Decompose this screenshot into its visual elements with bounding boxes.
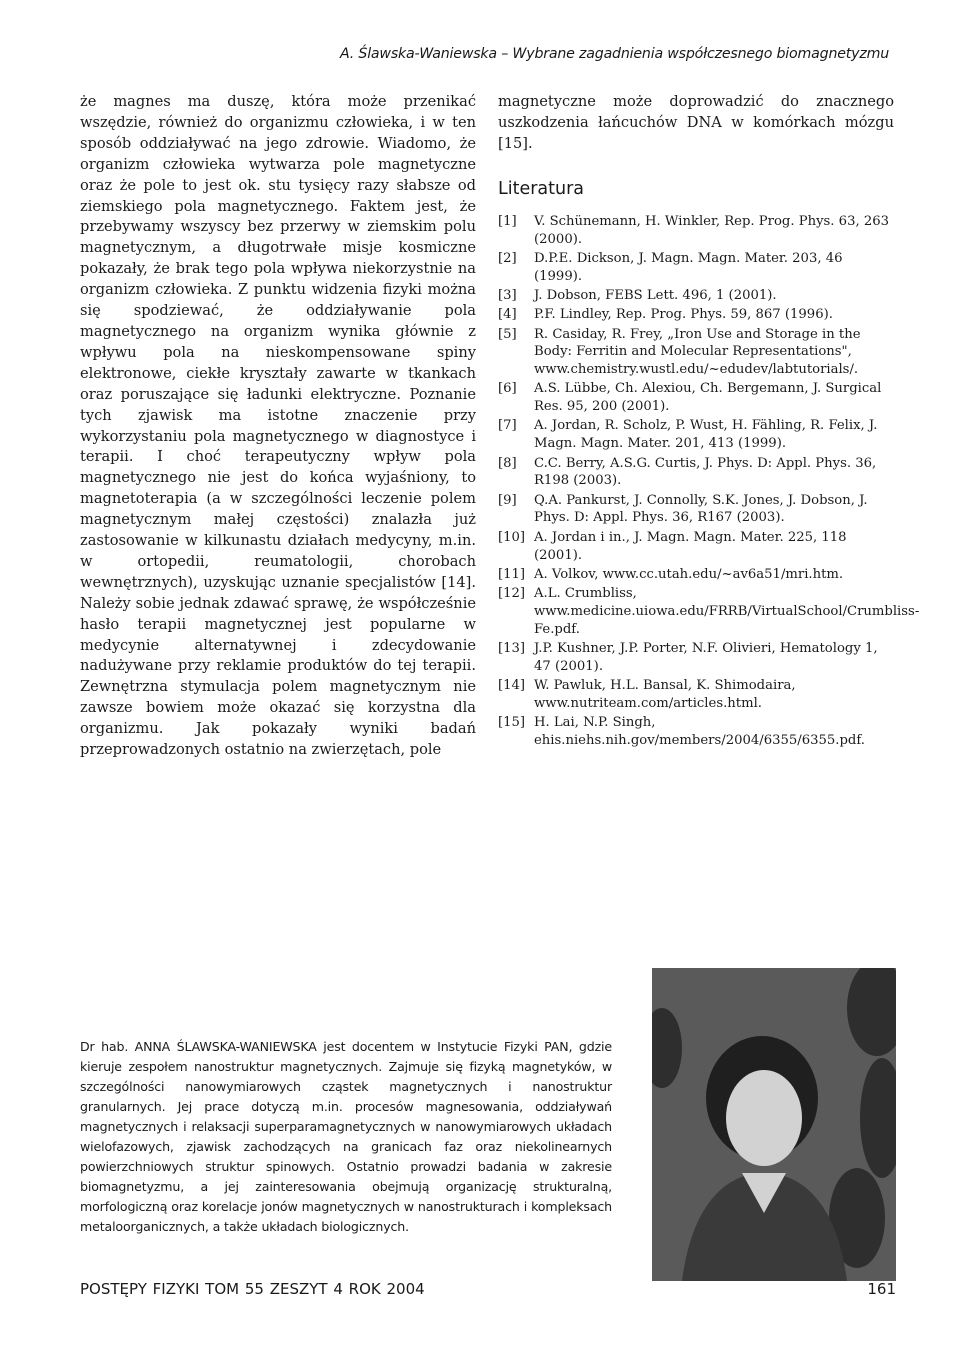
reference-item xyxy=(498,529,894,565)
body-column-left xyxy=(80,92,476,761)
author-portrait xyxy=(652,968,896,1281)
page-number: 161 xyxy=(867,1280,896,1298)
reference-number: [9] xyxy=(498,492,517,508)
reference-text: C.C. Berry, A.S.G. Curtis, J. Phys. D: Appl. Phys. 36, R198 (2003). xyxy=(534,455,877,489)
reference-text: A. Volkov, www.cc.utah.edu/~av6a51/mri.htm. xyxy=(534,566,844,582)
reference-number: [6] xyxy=(498,381,517,397)
reference-number: [8] xyxy=(498,455,517,471)
body-column-right xyxy=(498,92,920,751)
reference-number: [7] xyxy=(498,418,517,434)
reference-text: J. Dobson, FEBS Lett. 496, 1 (2001). xyxy=(534,287,777,303)
journal-info: POSTĘPY FIZYKI TOM 55 ZESZYT 4 ROK 2004 xyxy=(80,1280,425,1298)
reference-number: [3] xyxy=(498,287,517,303)
reference-item xyxy=(498,566,894,584)
reference-item xyxy=(498,640,894,676)
reference-text: A. Jordan, R. Scholz, P. Wust, H. Fähling, R. Felix, J. Magn. Magn. Mater. 201, 413 (1999). xyxy=(534,418,878,452)
reference-text: W. Pawluk, H.L. Bansal, K. Shimodaira, www.nutriteam.com/articles.html. xyxy=(534,678,796,711)
reference-number: [5] xyxy=(498,326,517,342)
literature-heading: Literatura xyxy=(498,178,585,199)
reference-text: J.P. Kushner, J.P. Porter, N.F. Olivieri, Hematology 1, 47 (2001). xyxy=(534,641,878,674)
reference-text: A.L. Crumbliss, www.medicine.uiowa.edu/FRRB/VirtualSchool/Crumbliss-Fe.pdf. xyxy=(534,586,920,637)
reference-item xyxy=(498,677,894,713)
body-paragraph: że magnes ma duszę, która może przenikać wszędzie, również do organizmu człowieka, i w ten sposób oddziaływać na jego zdrowie. Wiadomo, że organizm człowieka wytwarza pole magnetyczne oraz że pole to jest ok. stu tysięcy razy słabsze od ziemskiego pola magnetycznego. Faktem jest, że przebywamy wszyscy bez przerwy w ziemskim polu magnetycznym, a długotrwałe misje kosmiczne pokazały, że brak tego pola wpływa niekorzystnie na organizm człowieka. Z punktu widzenia fizyki można się spodziewać, że oddziaływanie pola magnetycznego na organizm wynika głównie z wpływu pola na nieskompensowane spiny elektronowe, ciekłe kryształy zawarte w tkankach oraz poruszające się ładunki elektryczne. Poznanie tych zjawisk ma istotne znaczenie przy wykorzystaniu pola magnetycznego w diagnostyce i terapii. I choć terapeutyczny wpływ pola magnetycznego nie jest do końca wyjaśniony, to magnetoterapia (a w szczególności leczenie polem magnetycznym małej częstości) znalazła już zastosowanie w kilkunastu działach medycyny, m.in. w ortopedii, reumatologii, chorobach wewnętrznych), uzyskując uznanie specjalistów [14]. Należy sobie jednak zdawać sprawę, że współcześnie hasło terapii magnetycznej jest popularne w medycynie alternatywnej i zdecydowanie nadużywane przy reklamie produktów do tej terapii. Zewnętrzna stymulacja polem magnetycznym nie zawsze bowiem może okazać się korzystna dla organizmu. Jak pokazały wyniki badań przeprowadzonych ostatnio na zwierzętach, pole xyxy=(80,93,476,759)
reference-item xyxy=(498,287,894,305)
reference-item xyxy=(498,213,894,249)
reference-number: [11] xyxy=(498,566,526,582)
reference-list xyxy=(498,213,920,750)
reference-item xyxy=(498,250,894,286)
body-paragraph-continued: magnetyczne może doprowadzić do znacznego uszkodzenia łańcuchów DNA w komórkach mózgu [15]. xyxy=(498,93,894,152)
reference-text: Q.A. Pankurst, J. Connolly, S.K. Jones, J. Dobson, J. Phys. D: Appl. Phys. 36, R167 (2003). xyxy=(534,492,868,526)
reference-text: A.S. Lübbe, Ch. Alexiou, Ch. Bergemann, J. Surgical Res. 95, 200 (2001). xyxy=(534,381,882,415)
portrait-face xyxy=(726,1070,802,1166)
portrait-illustration xyxy=(652,968,896,1281)
page-footer xyxy=(80,1280,896,1304)
reference-item xyxy=(498,380,894,416)
reference-item xyxy=(498,455,894,491)
reference-item xyxy=(498,714,894,750)
reference-number: [14] xyxy=(498,678,526,694)
reference-text: A. Jordan i in., J. Magn. Magn. Mater. 225, 118 (2001). xyxy=(534,529,847,563)
reference-item xyxy=(498,326,894,379)
reference-number: [1] xyxy=(498,213,517,229)
reference-number: [4] xyxy=(498,307,517,323)
reference-text: R. Casiday, R. Frey, „Iron Use and Storage in the Body: Ferritin and Molecular Representations", www.chemistry.wustl.edu/~edudev/labtutorials/. xyxy=(534,326,861,378)
running-head: A. Ślawska-Waniewska – Wybrane zagadnienia współczesnego biomagnetyzmu xyxy=(340,46,889,62)
reference-text: D.P.E. Dickson, J. Magn. Magn. Mater. 203, 46 (1999). xyxy=(534,250,843,284)
reference-number: [13] xyxy=(498,641,526,657)
reference-item xyxy=(498,417,894,453)
reference-number: [15] xyxy=(498,715,526,731)
reference-number: [12] xyxy=(498,586,526,602)
reference-item xyxy=(498,585,920,638)
author-bio: Dr hab. ANNA ŚLAWSKA-WANIEWSKA jest docentem w Instytucie Fizyki PAN, gdzie kieruje zespołem nanostruktur magnetycznych. Zajmuje się fizyką magnetyków, w szczególności nanowymiarowych cząstek magnetycznych i nanostruktur granularnych. Jej prace dotyczą m.in. procesów magnesowania, oddziaływań magnetycznych i relaksacji superparamagnetycznych w nanowymiarowych układach wielofazowych, zjawisk zachodzących na granicach faz oraz niekolinearnych powierzchniowych struktur spinowych. Ostatnio prowadzi badania w zakresie biomagnetyzmu, a jej zainteresowania obejmują organizację strukturalną, morfologiczną oraz korelacje jonów magnetycznych w nanostrukturach i kompleksach metaloorganicznych, a także układach biologicznych. xyxy=(80,1039,612,1234)
reference-number: [2] xyxy=(498,250,517,266)
reference-item xyxy=(498,492,894,528)
reference-text: H. Lai, N.P. Singh, ehis.niehs.nih.gov/members/2004/6355/6355.pdf. xyxy=(534,715,865,749)
reference-item xyxy=(498,306,894,324)
reference-text: V. Schünemann, H. Winkler, Rep. Prog. Phys. 63, 263 (2000). xyxy=(534,213,890,247)
reference-number: [10] xyxy=(498,529,526,545)
reference-text: P.F. Lindley, Rep. Prog. Phys. 59, 867 (1996). xyxy=(534,307,833,323)
